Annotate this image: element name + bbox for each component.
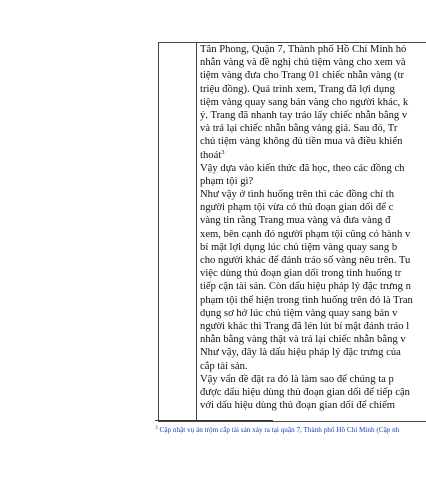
text-line: và trả lại chiếc nhẫn bằng vàng giả. Sau đó, Tr xyxy=(200,123,398,135)
text-line: nhẫn vàng và đề nghị chủ tiệm vàng cho xem và xyxy=(200,57,406,69)
text-line: người phạm tội vừa có thủ đoạn gian dối để c xyxy=(200,202,394,214)
text-line: vàng tin rằng Trang mua vàng và đưa vàng đ xyxy=(200,215,391,227)
footnote-reference[interactable]: 3 xyxy=(221,148,225,156)
text-line: dụng sơ hở lúc chủ tiệm vàng quay sang bán v xyxy=(200,307,398,319)
table-cell-content xyxy=(200,43,426,420)
text-line: phạm tội thể hiện trong tình huống trên đó là Tran xyxy=(200,294,413,306)
table-column-divider xyxy=(196,42,197,421)
text-line: tiệm vàng quay sang bán vàng cho người khác, k xyxy=(200,96,409,108)
text-line: Vậy dựa vào kiến thức đã học, theo các đồng ch xyxy=(200,162,405,174)
footnote-marker: 3 xyxy=(155,425,158,431)
text-line: nhẫn bằng vàng thật và trả lại chiếc nhẫn bằng v xyxy=(200,334,406,346)
footnote-separator xyxy=(155,420,273,421)
footnote-text: Cập nhật vụ án trộm cắp tài sản xảy ra tại quận 7, Thành phố Hồ Chí Minh (Cập nh xyxy=(157,426,400,434)
text-line: tiệm vàng đưa cho Trang 01 chiếc nhẫn vàng (tr xyxy=(200,70,405,82)
text-line: xem, bên cạnh đó người phạm tội cũng có hành v xyxy=(200,228,411,240)
text-line-with-footnote xyxy=(200,149,426,162)
text-line: bí mật lợi dụng lúc chủ tiệm vàng quay sang b xyxy=(200,241,398,253)
text-line: chủ tiệm vàng không đủ tiền mua và điều khiển xyxy=(200,136,403,148)
text-line: Như vậy ở tình huống trên thì các đồng chí th xyxy=(200,189,395,201)
text-line: người khác thì Trang đã lén lút bí mật đánh tráo l xyxy=(200,320,410,332)
text-line: với dấu hiệu dùng thủ đoạn gian dối để chiếm xyxy=(200,400,396,412)
text-line-content: thoát xyxy=(200,149,222,161)
text-line: được dấu hiệu dùng thủ đoạn gian dối để tiếp cận xyxy=(200,386,410,398)
text-line: phạm tội gì? xyxy=(200,175,254,187)
text-line: cắp tài sản. xyxy=(200,360,248,372)
text-line: ý. Trang đã nhanh tay tráo lấy chiếc nhẫn bằng v xyxy=(200,109,408,121)
text-line: cho người khác để đánh tráo số vàng nêu trên. Tu xyxy=(200,255,411,266)
text-line: tiếp cận tài sản. Còn dấu hiệu pháp lý đặc trưng n xyxy=(200,281,411,293)
text-line: Tân Phong, Quận 7, Thành phố Hồ Chí Minh hỏ xyxy=(200,44,407,55)
footnote xyxy=(155,424,426,438)
text-line: Vậy vấn đề đặt ra đó là làm sao để chúng ta p xyxy=(200,373,394,385)
text-line: triệu đồng). Quá trình xem, Trang đã lợi dụng xyxy=(200,83,395,95)
text-line: việc dùng thủ đoạn gian dối trong tình huống tr xyxy=(200,268,402,280)
text-line: Như vậy, đây là dấu hiệu pháp lý đặc trưng của xyxy=(200,347,401,359)
